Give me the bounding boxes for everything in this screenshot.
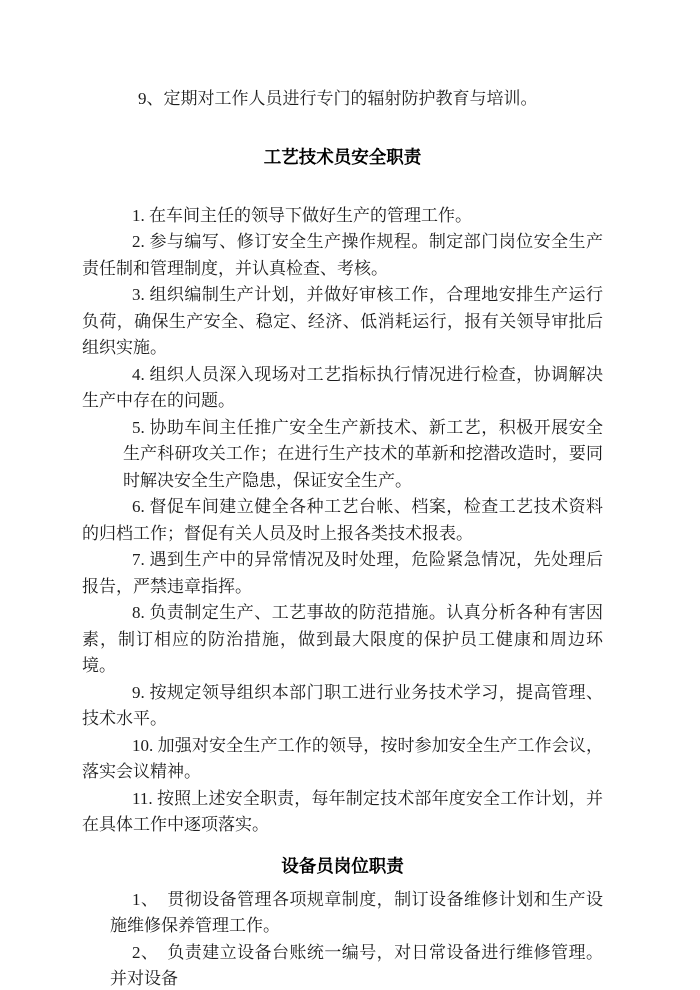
equipment-duty-item-2: 2、 负责建立设备台账统一编号，对日常设备进行维修管理。并对设备 — [110, 942, 603, 988]
duty-item-7: 7. 遇到生产中的异常情况及时处理，危险紧急情况，先处理后报告，严禁违章指挥。 — [82, 550, 603, 596]
duty-item-5: 5. 协助车间主任推广安全生产新技术、新工艺，积极开展安全生产科研攻关工作；在进行生产技术的革新和挖潜改造时，要同时解决安全生产隐患，保证安全生产。 — [123, 417, 603, 490]
duty-item-8: 8. 负责制定生产、工艺事故的防范措施。认真分析各种有害因素，制订相应的防治措施，做到最大限度的保护员工健康和周边环境。 — [82, 603, 603, 675]
duty-item-10: 10. 加强对安全生产工作的领导，按时参加安全生产工作会议，落实会议精神。 — [82, 735, 603, 781]
section-title-equipment-officer-duties: 设备员岗位职责 — [281, 855, 404, 876]
duty-item-11: 11. 按照上述安全职责，每年制定技术部年度安全工作计划，并在具体工作中逐项落实。 — [82, 788, 603, 834]
equipment-duty-item-1: 1、 贯彻设备管理各项规章制度，制订设备维修计划和生产设施维修保养管理工作。 — [110, 889, 603, 935]
duty-item-1: 1. 在车间主任的领导下做好生产的管理工作。 — [132, 205, 472, 225]
duty-item-2: 2. 参与编写、修订安全生产操作规程。制定部门岗位安全生产责任制和管理制度，并认真检查、考核。 — [82, 232, 603, 278]
paragraph-radiation-training: 9、定期对工作人员进行专门的辐射防护教育与培训。 — [138, 89, 538, 108]
duty-item-9: 9. 按规定领导组织本部门职工进行业务技术学习，提高管理、技术水平。 — [82, 682, 603, 728]
duty-item-4: 4. 组织人员深入现场对工艺指标执行情况进行检查，协调解决生产中存在的问题。 — [82, 364, 603, 410]
duty-item-6: 6. 督促车间建立健全各种工艺台帐、档案，检查工艺技术资料的归档工作；督促有关人员及时上报各类技术报表。 — [82, 497, 603, 543]
duty-item-3: 3. 组织编制生产计划，并做好审核工作，合理地安排生产运行负荷，确保生产安全、稳定、经济、低消耗运行，报有关领导审批后组织实施。 — [82, 285, 603, 357]
section-title-process-technician-safety: 工艺技术员安全职责 — [263, 146, 422, 167]
